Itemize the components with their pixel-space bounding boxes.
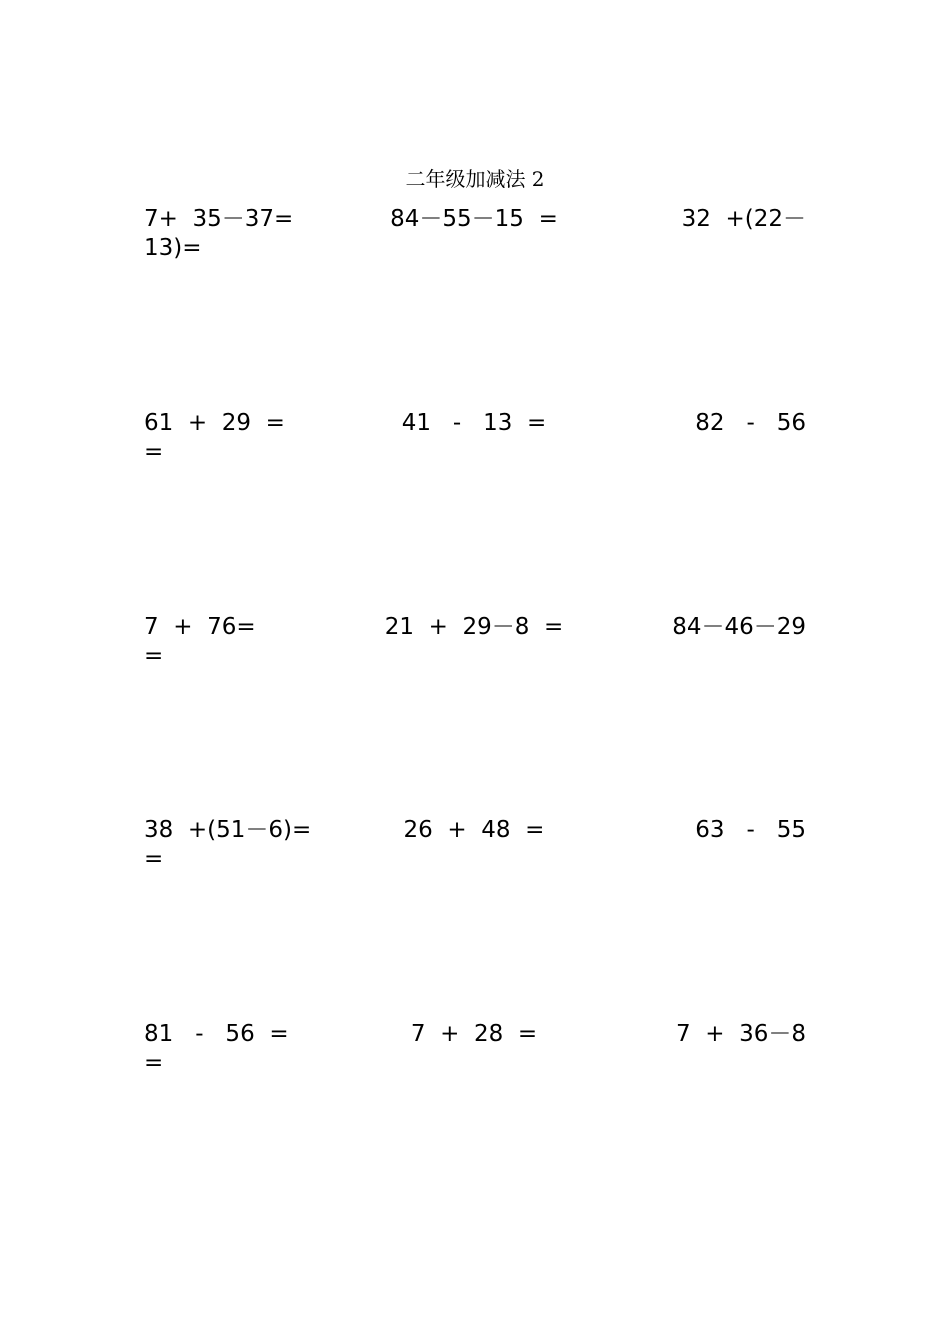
problem-row-1 [144, 205, 806, 265]
problem-2-1: 61 + 29 = [144, 410, 285, 436]
problem-row-2 [144, 409, 806, 469]
problem-1-wrap: 13)= [144, 235, 202, 261]
problem-5-3: 7 + 36－8 [675, 1021, 806, 1047]
problem-2-wrap: = [144, 439, 164, 465]
problem-4-2: 26 + 48 = [403, 817, 545, 843]
problem-row-5 [144, 1020, 806, 1080]
problem-5-wrap: = [144, 1050, 164, 1076]
problem-3-1: 7 + 76= [144, 614, 256, 640]
problem-4-1: 38 +(51－6)= [144, 817, 312, 843]
problem-row-3 [144, 613, 806, 673]
problem-4-wrap: = [144, 846, 164, 872]
problem-3-2: 21 + 29－8 = [384, 614, 564, 640]
problem-3-3: 84－46－29 [672, 614, 806, 640]
problem-1-1: 7+ 35－37= [144, 206, 294, 232]
problem-row-4 [144, 816, 806, 876]
problem-1-2: 84－55－15 = [390, 206, 558, 232]
problem-5-2: 7 + 28 = [410, 1021, 538, 1047]
problem-5-1: 81 - 56 = [144, 1021, 289, 1047]
problem-1-3: 32 +(22－ [681, 206, 806, 232]
problem-3-wrap: = [144, 643, 164, 669]
problem-2-3: 82 - 56 [695, 410, 806, 436]
problem-4-3: 63 - 55 [695, 817, 806, 843]
worksheet-title: 二年级加减法 2 [405, 167, 545, 191]
problem-2-2: 41 - 13 = [401, 410, 547, 436]
